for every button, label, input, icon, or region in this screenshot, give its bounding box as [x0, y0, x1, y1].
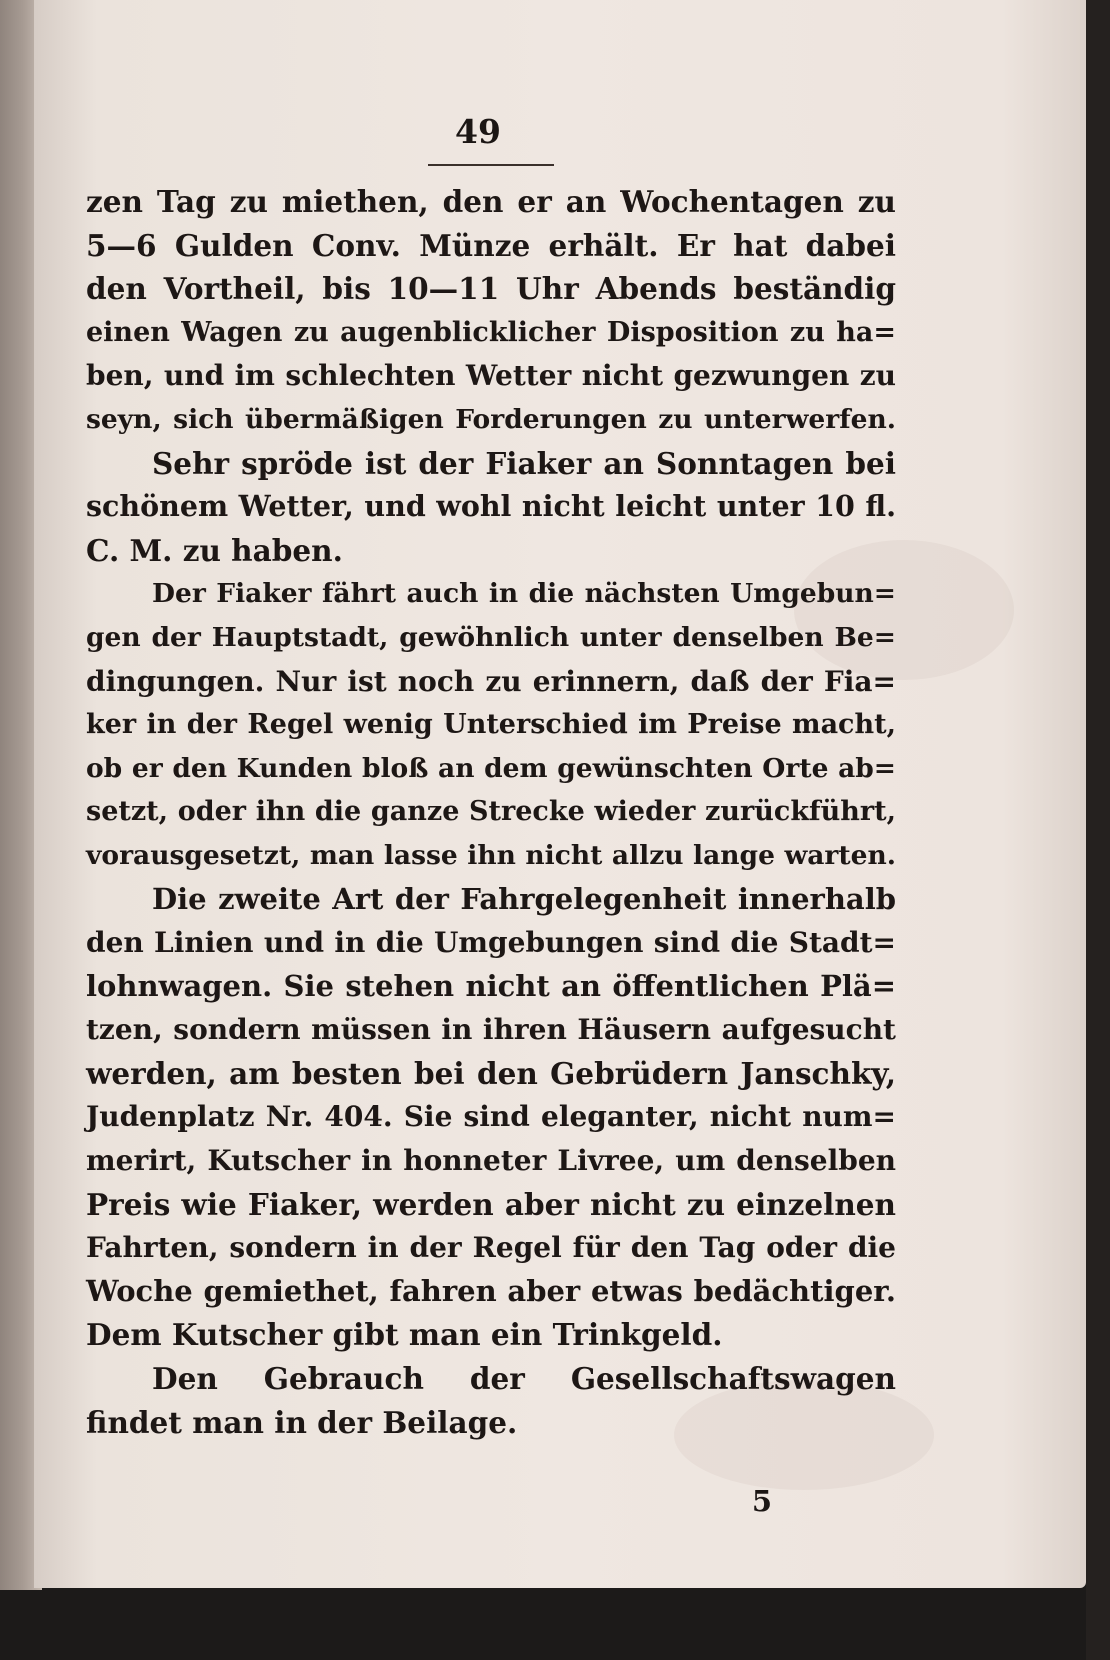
text-line: dingungen. Nur ist noch zu erinnern, daß der Fia= [86, 664, 896, 698]
text-line: Judenplatz Nr. 404. Sie sind eleganter, nicht num= [86, 1100, 896, 1134]
text-line: Preis wie Fiaker, werden aber nicht zu einzelnen [86, 1186, 896, 1222]
text-line: Den Gebrauch der Gesellschaftswagen [152, 1361, 896, 1397]
text-line: einen Wagen zu augenblicklicher Disposition zu ha= [86, 316, 896, 348]
text-line: findet man in der Beilage. [86, 1404, 518, 1440]
text-line: zen Tag zu miethen, den er an Wochentagen zu [86, 184, 896, 219]
text-line: den Linien und in die Umgebungen sind die Stadt= [86, 926, 896, 960]
text-line: merirt, Kutscher in honneter Livree, um denselben [86, 1144, 896, 1178]
text-line: ben, und im schlechten Wetter nicht gezwungen zu [86, 359, 896, 393]
page-number: 49 [455, 112, 501, 151]
text-line: Woche gemiethet, fahren aber etwas bedächtiger. [86, 1273, 896, 1308]
header-rule [428, 164, 554, 166]
text-line: Sehr spröde ist der Fiaker an Sonntagen bei [152, 445, 896, 481]
text-line: 5—6 Gulden Conv. Münze erhält. Er hat dabei [86, 227, 896, 263]
text-line: schönem Wetter, und wohl nicht leicht unter 10 fl. [86, 489, 896, 524]
text-line: Dem Kutscher gibt man ein Trinkgeld. [86, 1317, 723, 1353]
text-line: lohnwagen. Sie stehen nicht an öffentlichen Plä= [86, 968, 896, 1003]
text-line: ob er den Kunden bloß an dem gewünschten Orte ab= [86, 752, 896, 784]
body-text [86, 180, 896, 1444]
text-line: vorausgesetzt, man lasse ihn nicht allzu lange warten. [86, 839, 896, 871]
text-line: ker in der Regel wenig Unterschied im Preise macht, [86, 709, 896, 741]
signature-mark: 5 [751, 1484, 773, 1518]
text-line: setzt, oder ihn die ganze Strecke wieder zurückführt, [86, 796, 896, 828]
text-line: gen der Hauptstadt, gewöhnlich unter denselben Be= [86, 621, 896, 653]
text-line: C. M. zu haben. [86, 532, 343, 568]
page-shadow-edge [1086, 0, 1110, 1660]
text-line: werden, am besten bei den Gebrüdern Janschky, [86, 1055, 896, 1091]
text-line: Der Fiaker fährt auch in die nächsten Umgebun= [152, 578, 896, 610]
text-line: den Vortheil, bis 10—11 Uhr Abends beständig [86, 271, 896, 307]
text-line: tzen, sondern müssen in ihren Häusern aufgesucht [86, 1013, 896, 1047]
text-line: Fahrten, sondern in der Regel für den Tag oder die [86, 1231, 896, 1265]
text-line: Die zweite Art der Fahrgelegenheit innerhalb [152, 881, 896, 916]
text-line: seyn, sich übermäßigen Forderungen zu unterwerfen. [86, 403, 896, 435]
